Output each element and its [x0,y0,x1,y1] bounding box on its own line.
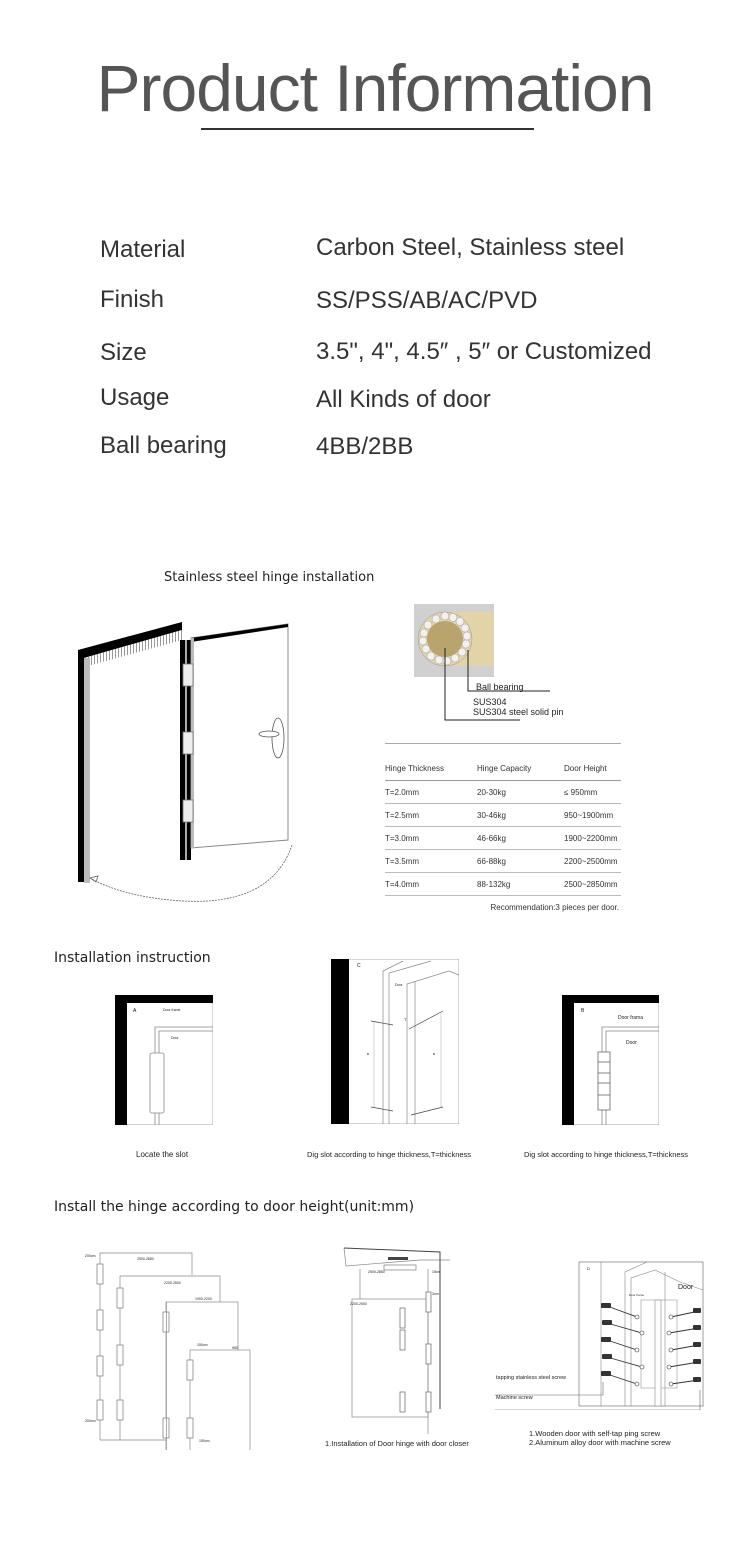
table-row [385,804,621,827]
cell-capacity: 66-88kg [477,856,506,866]
step-b-diagram [562,995,659,1125]
table-row [385,827,621,850]
table-row [385,850,621,873]
table-recommendation: Recommendation:3 pieces per door. [490,903,619,912]
sus304-label: SUS304 [473,697,507,707]
cell-capacity: 46-66kg [477,833,506,843]
step-b-caption: Dig slot according to hinge thickness,T=thickness [524,1150,689,1159]
spec-label-material: Material [100,236,186,263]
screw-diagram [495,1260,705,1410]
closer-range-door: 2200-2500 [350,1302,367,1306]
table-row [385,873,621,896]
svg-text:C: C [357,963,361,969]
range-2500-2850: 2500-2850 [137,1257,154,1261]
spec-value-finish: SS/PSS/AB/AC/PVD [316,287,538,314]
cell-door-height: 2500~2850mm [564,879,618,889]
cell-door-height: 950~1900mm [564,810,614,820]
header-capacity: Hinge Capacity [477,763,532,773]
door-heights-diagram [80,1250,260,1450]
header-door-height: Door Height [564,763,607,773]
step-a-caption: Locate the slot [136,1150,189,1159]
cell-door-height: ≤ 950mm [564,787,598,797]
svg-text:D: D [587,1266,590,1271]
cell-capacity: 88-132kg [477,879,511,889]
closer-range-top: 2500-2850 [368,1270,385,1274]
height-section-title: Install the hinge according to door height(unit:mm) [54,1199,415,1215]
screw-door-label: Door [678,1284,694,1291]
cell-thickness: T=2.5mm [385,810,420,820]
step-a-diagram [115,995,213,1125]
bottom-offset-150: 150cm [199,1439,210,1443]
cell-door-height: 1900~2200mm [564,833,618,843]
spec-label-size: Size [100,339,147,366]
spec-value-material: Carbon Steel, Stainless steel [316,234,625,261]
svg-text:B: B [367,1052,370,1056]
page-title: Product Information [96,51,654,125]
spec-value-size: 3.5", 4", 4.5″ , 5″ or Customized [316,338,652,365]
svg-text:T: T [404,1017,407,1022]
step-b-frame-label: Door frama [618,1015,644,1021]
title-underline [201,128,534,130]
header-thickness: Hinge Thickness [385,763,444,773]
hinge-spec-table [385,743,621,912]
tapping-screw-label: tapping stainless steel screw [496,1375,567,1381]
hinge-icon [183,732,193,754]
step-c-door-label: Door [395,983,403,987]
cell-capacity: 30-46kg [477,810,506,820]
spec-value-ball-bearing: 4BB/2BB [316,433,414,460]
step-a-frame-label: Door frame [163,1008,181,1012]
ball-bearing-label: Ball bearing [476,682,524,692]
cell-door-height: 2200~2500mm [564,856,618,866]
top-offset-150: 150cm [197,1343,208,1347]
spec-value-usage: All Kinds of door [316,386,491,413]
screw-frame-label: Door frame [629,1293,645,1297]
svg-text:B: B [581,1008,585,1014]
spec-label-finish: Finish [100,286,165,313]
range-950: 950 [232,1346,238,1350]
table-header-row [385,756,621,781]
step-b-door-label: Door [626,1040,637,1046]
hinge-icon [183,664,193,686]
step-a-door-label: Door [171,1036,179,1040]
range-1900-2200: 1900-2200 [195,1297,212,1301]
table-top-rule [385,743,621,744]
solid-pin-label: SUS304 steel solid pin [473,707,564,717]
bottom-offset-200: 200cm [85,1419,96,1423]
cell-thickness: T=2.0mm [385,787,420,797]
closer-gap-15cm: 15cm [432,1270,441,1274]
cell-thickness: T=3.0mm [385,833,420,843]
door-hinge-illustration [70,620,310,910]
cell-thickness: T=4.0mm [385,879,420,889]
screw-note-2: 2.Aluminum alloy door with machine screw [529,1438,671,1447]
machine-screw-label: Machine screw [496,1395,533,1401]
spec-label-usage: Usage [100,384,170,411]
svg-text:A: A [133,1008,137,1014]
screw-note-1: 1.Wooden door with self-tap ping screw [529,1429,661,1438]
closer-gap-3cm: 3cm [432,1292,439,1296]
cell-thickness: T=3.5mm [385,856,420,866]
range-2200-2500: 2200-2500 [164,1281,181,1285]
svg-text:B: B [433,1052,436,1056]
cell-capacity: 20-30kg [477,787,506,797]
step-c-caption: Dig slot according to hinge thickness,T=thickness [307,1150,472,1159]
spec-label-ball-bearing: Ball bearing [100,432,227,459]
closer-caption: 1.Installation of Door hinge with door closer [325,1439,469,1448]
installation-title: Stainless steel hinge installation [164,570,375,585]
instruction-title: Installation instruction [54,950,211,966]
hinge-icon [183,800,193,822]
table-row [385,781,621,804]
top-offset-200: 200cm [85,1254,96,1258]
